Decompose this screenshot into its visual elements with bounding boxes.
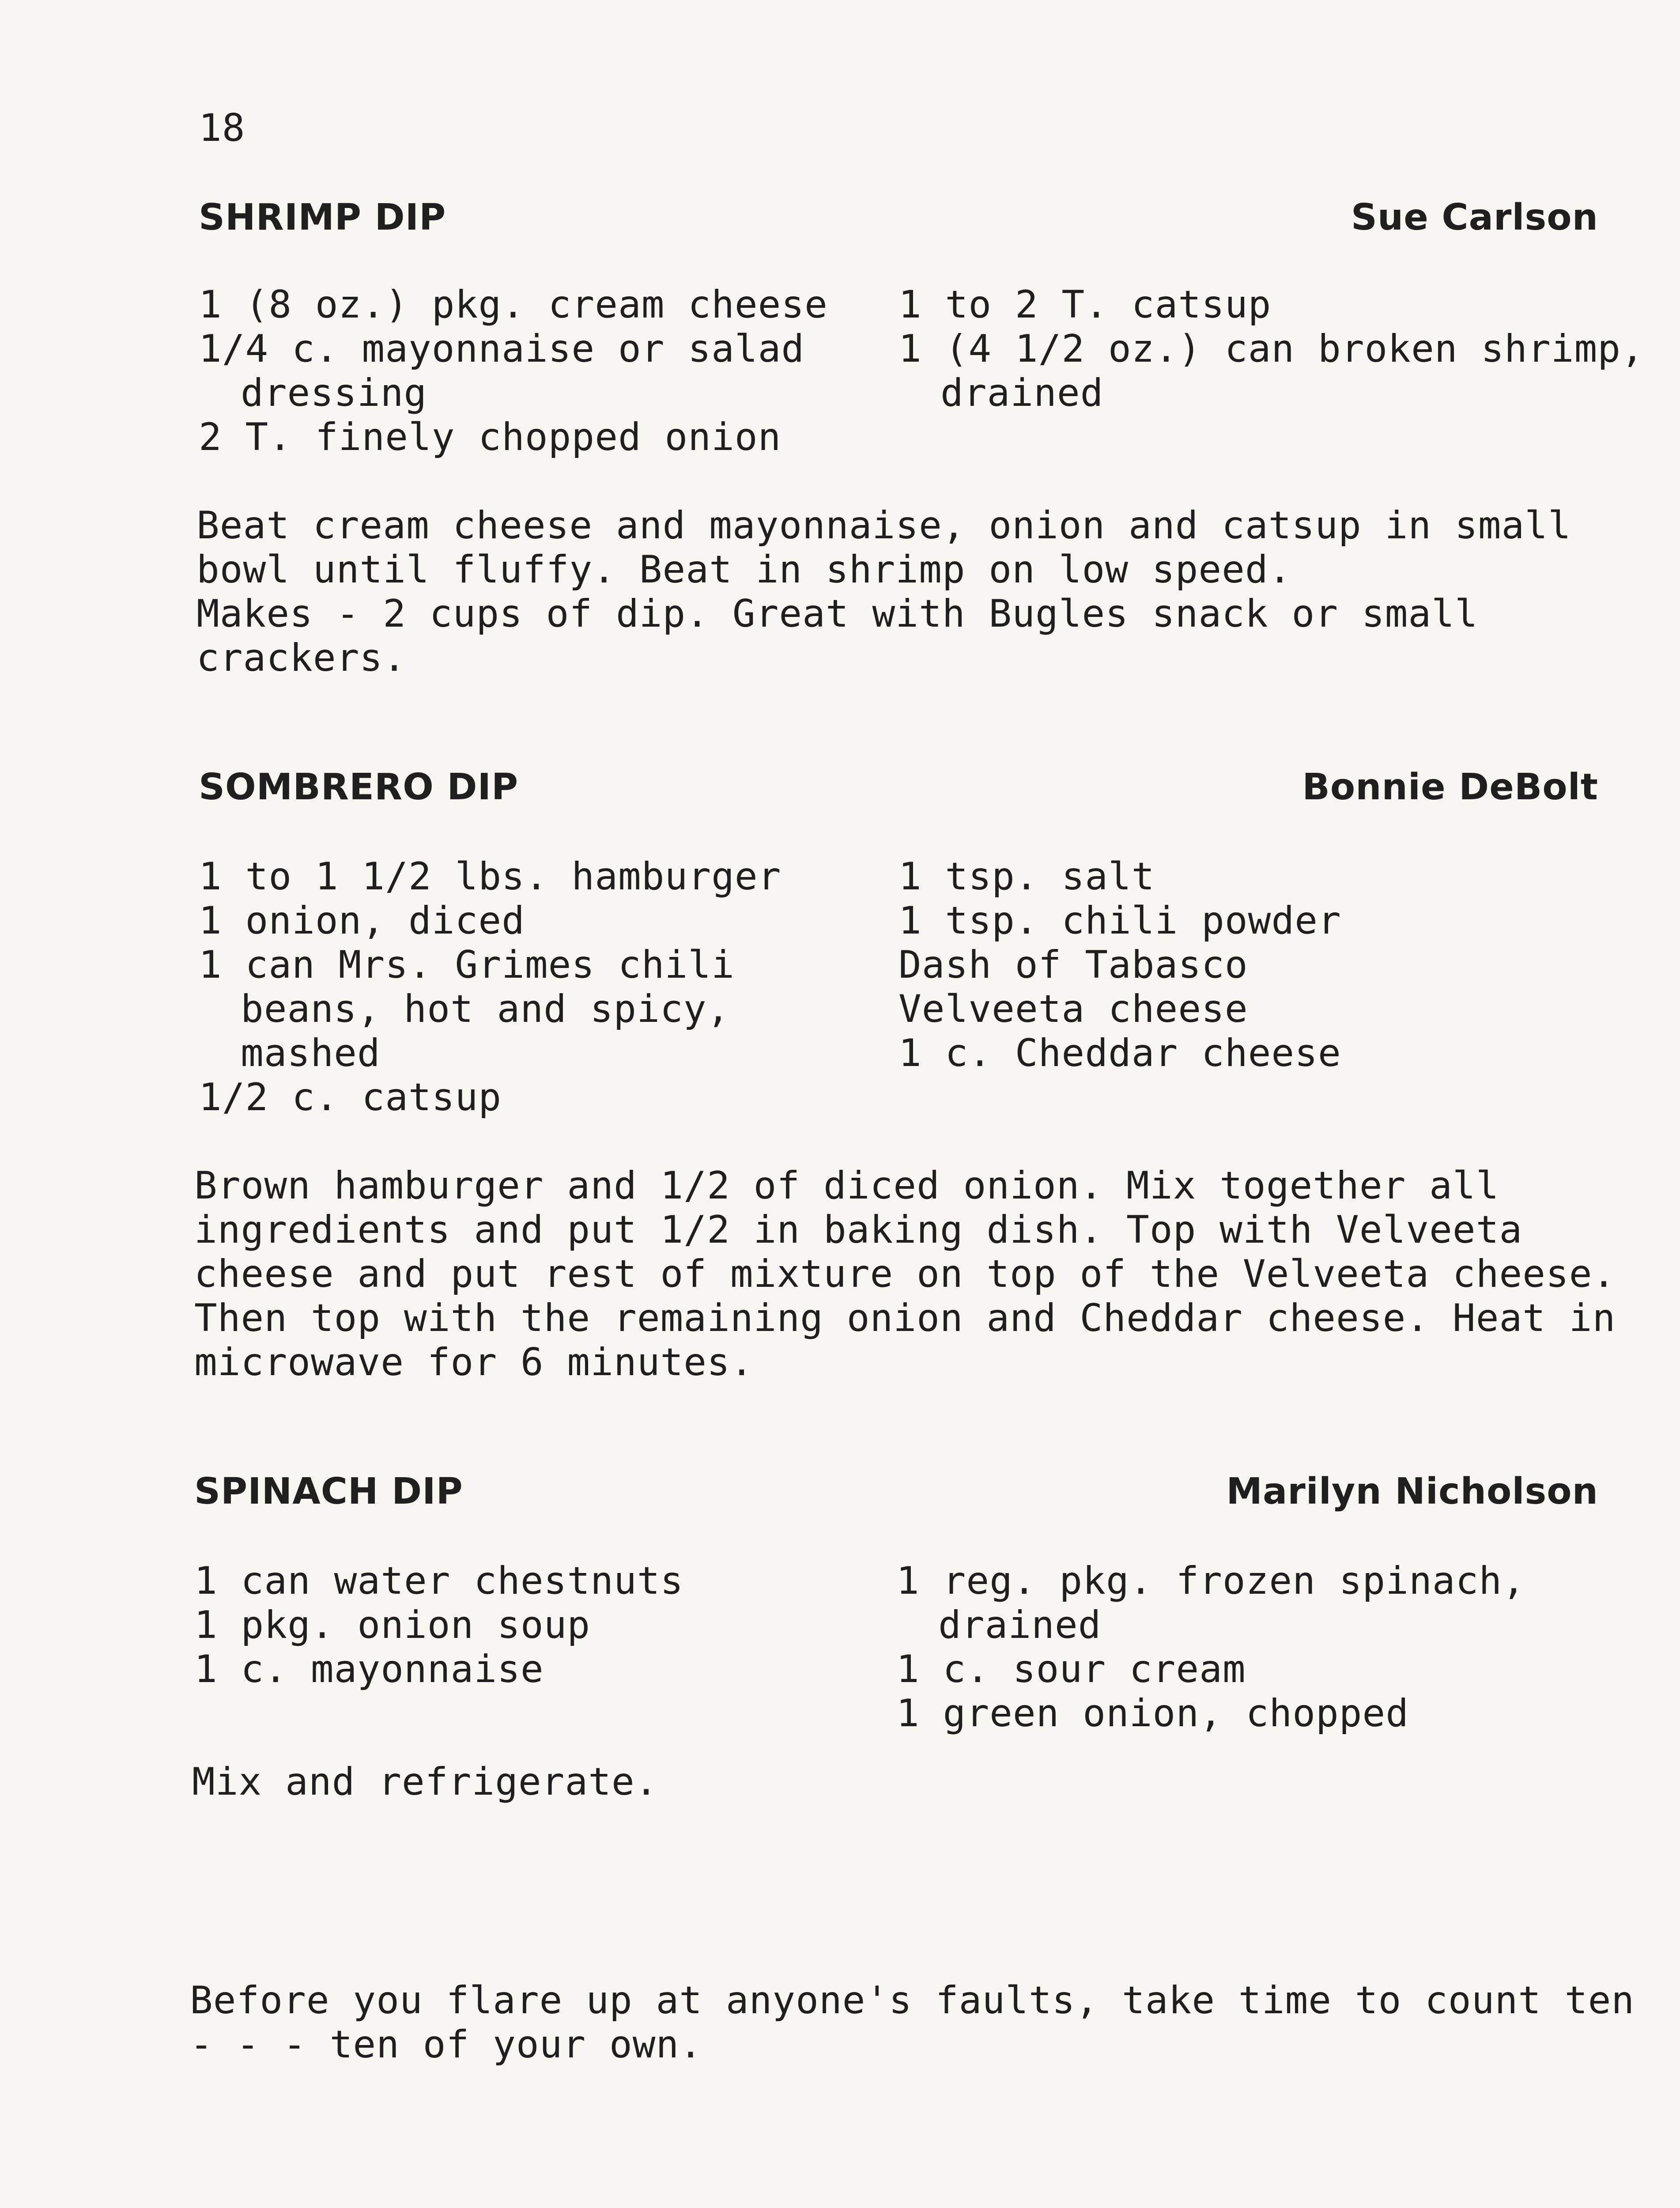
ingredient: drained: [938, 1603, 1102, 1647]
recipe-author: Sue Carlson: [1351, 197, 1598, 238]
recipe-title: SPINACH DIP: [194, 1471, 463, 1512]
ingredient: 1 onion, diced: [199, 899, 525, 943]
ingredient: Dash of Tabasco: [899, 943, 1248, 987]
ingredient: 1 can water chestnuts: [194, 1559, 684, 1603]
direction-line: Beat cream cheese and mayonnaise, onion and catsup in small: [196, 503, 1571, 548]
direction-line: Brown hamburger and 1/2 of diced onion. Mix together all: [194, 1164, 1499, 1208]
ingredient: 1 reg. pkg. frozen spinach,: [896, 1559, 1525, 1603]
page-number: 18: [199, 106, 245, 150]
ingredient-list-left: [194, 1559, 683, 1691]
ingredient: 1 tsp. salt: [899, 854, 1155, 899]
recipe-author: Marilyn Nicholson: [1226, 1471, 1598, 1512]
direction-line: Then top with the remaining onion and Cheddar cheese. Heat in: [194, 1296, 1616, 1340]
direction-line: bowl until fluffy. Beat in shrimp on low speed.: [196, 548, 1292, 592]
direction-line: Mix and refrigerate.: [192, 1760, 658, 1804]
ingredient: mashed: [241, 1031, 381, 1075]
recipe-directions: [192, 1760, 1583, 1804]
ingredient: 1 green onion, chopped: [896, 1691, 1409, 1735]
ingredient: 1/2 c. catsup: [199, 1075, 502, 1119]
ingredient: 1/4 c. mayonnaise or salad: [199, 327, 805, 371]
ingredient: 1 (8 oz.) pkg. cream cheese: [199, 283, 828, 327]
ingredient: 1 to 2 T. catsup: [899, 283, 1272, 327]
direction-line: crackers.: [196, 636, 406, 680]
ingredient: Velveeta cheese: [899, 987, 1248, 1031]
ingredient: 1 tsp. chili powder: [899, 899, 1341, 943]
ingredient: 2 T. finely chopped onion: [199, 415, 781, 459]
ingredient: drained: [940, 371, 1104, 415]
recipe-title: SOMBRERO DIP: [199, 766, 519, 808]
quote-line: Before you flare up at anyone's faults, take time to count ten: [190, 1978, 1635, 2023]
direction-line: microwave for 6 minutes.: [194, 1340, 754, 1384]
recipe-author: Bonnie DeBolt: [1302, 766, 1598, 808]
ingredient-list-left: [199, 854, 781, 1119]
ingredient: beans, hot and spicy,: [241, 987, 730, 1031]
ingredient: 1 can Mrs. Grimes chili: [199, 943, 735, 987]
closing-quote: [190, 1978, 1635, 2067]
direction-line: Makes - 2 cups of dip. Great with Bugles snack or small: [196, 592, 1478, 636]
ingredient: 1 c. sour cream: [896, 1647, 1246, 1691]
ingredient: 1 to 1 1/2 lbs. hamburger: [199, 854, 781, 899]
recipe-directions: [194, 1164, 1616, 1384]
ingredient: dressing: [241, 371, 427, 415]
recipe-title: SHRIMP DIP: [199, 197, 446, 238]
ingredient-list-right: [899, 854, 1341, 1075]
ingredient-list-right: [899, 283, 1644, 415]
ingredient-list-right: [896, 1559, 1525, 1735]
recipe-directions: [196, 503, 1587, 680]
ingredient: 1 c. Cheddar cheese: [899, 1031, 1341, 1075]
direction-line: ingredients and put 1/2 in baking dish. Top with Velveeta: [194, 1208, 1523, 1252]
ingredient-list-left: [199, 283, 828, 459]
quote-line: - - - ten of your own.: [190, 2023, 703, 2067]
ingredient: 1 pkg. onion soup: [194, 1603, 591, 1647]
ingredient: 1 c. mayonnaise: [194, 1647, 544, 1691]
direction-line: cheese and put rest of mixture on top of the Velveeta cheese.: [194, 1252, 1616, 1296]
ingredient: 1 (4 1/2 oz.) can broken shrimp,: [899, 327, 1644, 371]
